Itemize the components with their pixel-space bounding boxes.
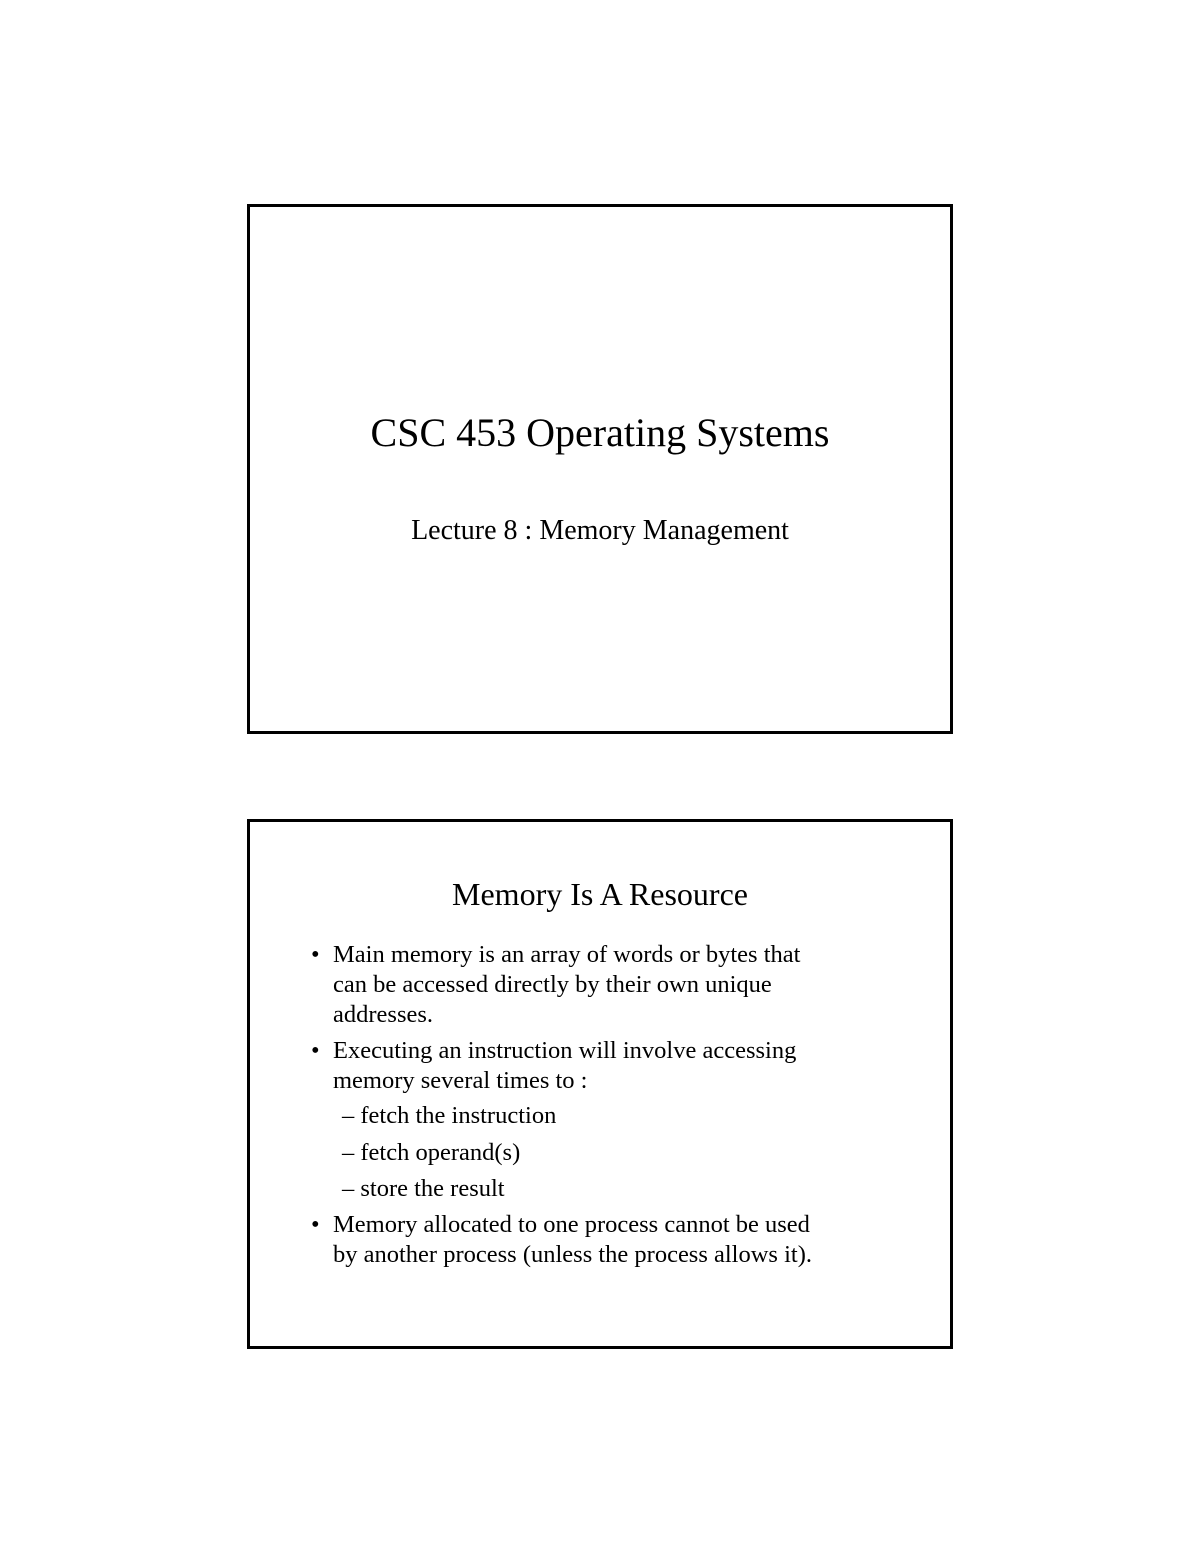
bullet-icon: •	[311, 1211, 320, 1238]
bullet-icon: •	[311, 1037, 320, 1064]
bullet-text: Main memory is an array of words or bytes that	[333, 941, 801, 968]
bullet-text: memory several times to :	[333, 1067, 588, 1094]
sub-item: – fetch the instruction	[342, 1102, 557, 1129]
sub-item: – store the result	[342, 1175, 505, 1202]
slide-heading: Memory Is A Resource	[452, 876, 748, 912]
bullet-text: Executing an instruction will involve accessing	[333, 1037, 797, 1064]
lecture-subtitle: Lecture 8 : Memory Management	[411, 515, 789, 546]
slide-memory-resource	[247, 819, 953, 1349]
bullet-text: can be accessed directly by their own unique	[333, 971, 772, 998]
bullet-icon: •	[311, 941, 320, 968]
bullet-text: by another process (unless the process allows it).	[333, 1241, 812, 1268]
course-title: CSC 453 Operating Systems	[370, 410, 830, 455]
bullet-text: addresses.	[333, 1001, 434, 1028]
sub-item: – fetch operand(s)	[342, 1139, 521, 1166]
slide-title	[247, 204, 953, 734]
bullet-text: Memory allocated to one process cannot be used	[333, 1211, 810, 1238]
